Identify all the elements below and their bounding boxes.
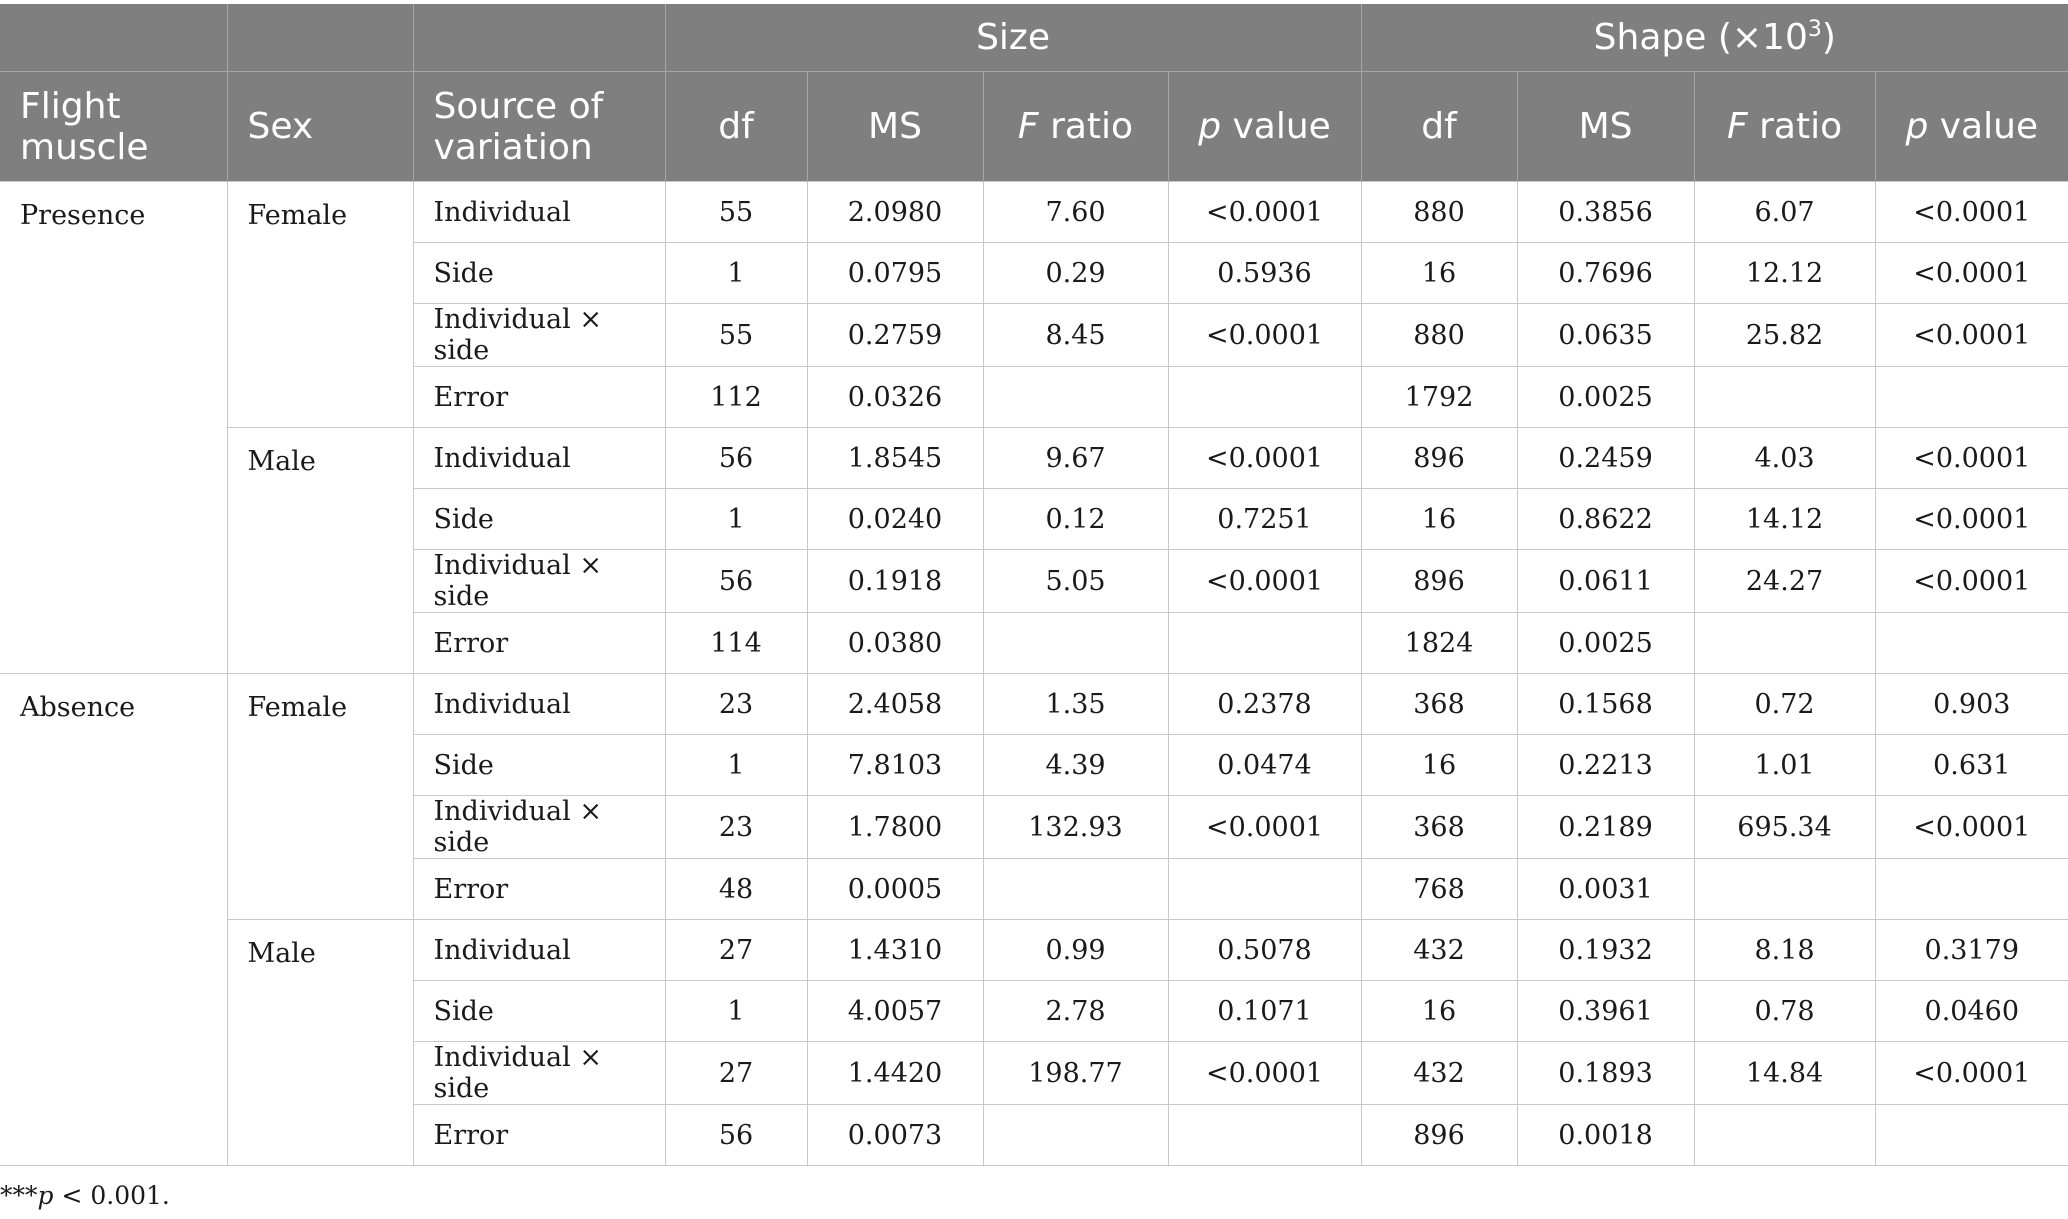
size-ms-cell: 0.0326 [807, 367, 983, 428]
sex-cell: Female [227, 182, 413, 428]
col-header-sex: Sex [227, 72, 413, 182]
size-df-cell: 56 [665, 428, 807, 489]
shape-f-cell [1694, 1105, 1875, 1166]
size-f-cell [983, 613, 1168, 674]
shape-df-cell: 896 [1361, 550, 1517, 613]
source-cell: Individual × side [413, 550, 665, 613]
shape-df-cell: 16 [1361, 489, 1517, 550]
size-ms-cell: 2.0980 [807, 182, 983, 243]
size-df-cell: 114 [665, 613, 807, 674]
header-column-row [0, 72, 2068, 182]
shape-p-cell: 0.903 [1875, 674, 2068, 735]
shape-f-cell [1694, 613, 1875, 674]
footnote-stars: *** [0, 1181, 38, 1210]
size-ms-cell: 1.4420 [807, 1042, 983, 1105]
size-df-cell: 1 [665, 735, 807, 796]
size-df-cell: 1 [665, 981, 807, 1042]
header-group-row [0, 4, 2068, 72]
shape-df-cell: 16 [1361, 981, 1517, 1042]
shape-ms-cell: 0.3856 [1517, 182, 1694, 243]
source-line1: Source of [433, 85, 604, 127]
shape-df-cell: 896 [1361, 1105, 1517, 1166]
shape-df-cell: 880 [1361, 182, 1517, 243]
shape-p-cell: <0.0001 [1875, 182, 2068, 243]
size-ms-cell: 0.0073 [807, 1105, 983, 1166]
size-f-cell: 7.60 [983, 182, 1168, 243]
source-cell: Individual [413, 674, 665, 735]
col-header-shape-ms: MS [1517, 72, 1694, 182]
size-p-cell [1168, 367, 1361, 428]
p-rest: value [1221, 106, 1331, 147]
size-df-cell: 27 [665, 920, 807, 981]
source-cell: Error [413, 367, 665, 428]
size-ms-cell: 4.0057 [807, 981, 983, 1042]
shape-f-cell [1694, 367, 1875, 428]
size-p-cell: 0.5078 [1168, 920, 1361, 981]
shape-f-cell: 25.82 [1694, 304, 1875, 367]
size-f-cell: 5.05 [983, 550, 1168, 613]
size-p-cell: 0.2378 [1168, 674, 1361, 735]
p-italic: p [1905, 106, 1929, 147]
f-rest: ratio [1038, 106, 1134, 147]
table-row [0, 920, 2068, 981]
source-cell: Side [413, 735, 665, 796]
size-p-cell: <0.0001 [1168, 428, 1361, 489]
size-f-cell: 8.45 [983, 304, 1168, 367]
shape-ms-cell: 0.0018 [1517, 1105, 1694, 1166]
shape-p-cell: <0.0001 [1875, 550, 2068, 613]
size-f-cell [983, 1105, 1168, 1166]
size-df-cell: 23 [665, 796, 807, 859]
shape-df-cell: 896 [1361, 428, 1517, 489]
size-f-cell: 198.77 [983, 1042, 1168, 1105]
size-df-cell: 56 [665, 550, 807, 613]
size-p-cell: 0.0474 [1168, 735, 1361, 796]
shape-ms-cell: 0.0611 [1517, 550, 1694, 613]
size-f-cell: 0.12 [983, 489, 1168, 550]
size-ms-cell: 0.0380 [807, 613, 983, 674]
header-blank-cell [413, 4, 665, 72]
shape-f-cell: 12.12 [1694, 243, 1875, 304]
size-p-cell [1168, 1105, 1361, 1166]
col-header-source [413, 72, 665, 182]
sex-cell: Male [227, 920, 413, 1166]
shape-ms-cell: 0.0031 [1517, 859, 1694, 920]
shape-p-cell: 0.0460 [1875, 981, 2068, 1042]
col-header-shape-p [1875, 72, 2068, 182]
header-blank-cell [0, 4, 227, 72]
col-header-shape-f [1694, 72, 1875, 182]
shape-ms-cell: 0.7696 [1517, 243, 1694, 304]
source-cell: Error [413, 613, 665, 674]
size-f-cell: 132.93 [983, 796, 1168, 859]
shape-ms-cell: 0.2459 [1517, 428, 1694, 489]
f-rest: ratio [1747, 106, 1843, 147]
flight-muscle-line2: muscle [20, 126, 149, 168]
p-rest: value [1928, 106, 2039, 147]
size-df-cell: 1 [665, 489, 807, 550]
shape-p-cell [1875, 859, 2068, 920]
size-ms-cell: 1.7800 [807, 796, 983, 859]
anova-table [0, 4, 2068, 1166]
muscle-cell: Absence [0, 674, 227, 1166]
size-df-cell: 27 [665, 1042, 807, 1105]
muscle-cell: Presence [0, 182, 227, 674]
size-p-cell: 0.1071 [1168, 981, 1361, 1042]
shape-p-cell [1875, 367, 2068, 428]
size-ms-cell: 2.4058 [807, 674, 983, 735]
source-cell: Individual × side [413, 796, 665, 859]
size-df-cell: 1 [665, 243, 807, 304]
shape-df-cell: 880 [1361, 304, 1517, 367]
shape-p-cell: 0.3179 [1875, 920, 2068, 981]
size-p-cell: <0.0001 [1168, 182, 1361, 243]
shape-p-cell: <0.0001 [1875, 304, 2068, 367]
shape-f-cell: 0.72 [1694, 674, 1875, 735]
shape-df-cell: 432 [1361, 1042, 1517, 1105]
shape-f-cell [1694, 859, 1875, 920]
size-df-cell: 56 [665, 1105, 807, 1166]
table-row [0, 674, 2068, 735]
table-footnote [0, 1181, 170, 1210]
shape-df-cell: 432 [1361, 920, 1517, 981]
size-f-cell: 1.35 [983, 674, 1168, 735]
size-p-cell [1168, 859, 1361, 920]
col-header-flight-muscle [0, 72, 227, 182]
shape-ms-cell: 0.0635 [1517, 304, 1694, 367]
f-italic: F [1017, 106, 1039, 147]
size-p-cell: 0.5936 [1168, 243, 1361, 304]
shape-group-prefix: Shape (×10 [1593, 17, 1808, 58]
shape-p-cell: <0.0001 [1875, 489, 2068, 550]
size-f-cell: 9.67 [983, 428, 1168, 489]
shape-f-cell: 14.12 [1694, 489, 1875, 550]
shape-p-cell [1875, 1105, 2068, 1166]
size-p-cell: <0.0001 [1168, 304, 1361, 367]
table-row [0, 428, 2068, 489]
col-header-shape-df: df [1361, 72, 1517, 182]
header-blank-cell [227, 4, 413, 72]
shape-df-cell: 368 [1361, 796, 1517, 859]
shape-f-cell: 8.18 [1694, 920, 1875, 981]
shape-f-cell: 0.78 [1694, 981, 1875, 1042]
size-df-cell: 112 [665, 367, 807, 428]
footnote-text: < 0.001. [53, 1181, 170, 1210]
shape-f-cell: 1.01 [1694, 735, 1875, 796]
shape-ms-cell: 0.1893 [1517, 1042, 1694, 1105]
size-ms-cell: 0.0005 [807, 859, 983, 920]
size-ms-cell: 0.0795 [807, 243, 983, 304]
source-cell: Individual × side [413, 304, 665, 367]
shape-ms-cell: 0.0025 [1517, 367, 1694, 428]
shape-ms-cell: 0.1568 [1517, 674, 1694, 735]
size-f-cell [983, 859, 1168, 920]
flight-muscle-line1: Flight [20, 85, 121, 127]
shape-f-cell: 14.84 [1694, 1042, 1875, 1105]
shape-df-cell: 1792 [1361, 367, 1517, 428]
shape-ms-cell: 0.2213 [1517, 735, 1694, 796]
size-df-cell: 55 [665, 182, 807, 243]
shape-p-cell: <0.0001 [1875, 796, 2068, 859]
size-df-cell: 48 [665, 859, 807, 920]
size-ms-cell: 1.8545 [807, 428, 983, 489]
size-f-cell: 2.78 [983, 981, 1168, 1042]
shape-df-cell: 1824 [1361, 613, 1517, 674]
size-ms-cell: 0.0240 [807, 489, 983, 550]
shape-df-cell: 768 [1361, 859, 1517, 920]
col-header-size-p [1168, 72, 1361, 182]
size-p-cell [1168, 613, 1361, 674]
source-cell: Side [413, 489, 665, 550]
size-p-cell: <0.0001 [1168, 550, 1361, 613]
source-cell: Individual [413, 182, 665, 243]
size-p-cell: <0.0001 [1168, 796, 1361, 859]
source-line2: variation [433, 126, 593, 168]
shape-p-cell: <0.0001 [1875, 243, 2068, 304]
shape-f-cell: 695.34 [1694, 796, 1875, 859]
source-cell: Individual [413, 920, 665, 981]
table-row [0, 182, 2068, 243]
shape-f-cell: 4.03 [1694, 428, 1875, 489]
shape-ms-cell: 0.1932 [1517, 920, 1694, 981]
col-header-size-ms: MS [807, 72, 983, 182]
shape-df-cell: 16 [1361, 735, 1517, 796]
source-cell: Error [413, 1105, 665, 1166]
size-f-cell [983, 367, 1168, 428]
source-cell: Individual [413, 428, 665, 489]
col-header-size-f [983, 72, 1168, 182]
shape-ms-cell: 0.8622 [1517, 489, 1694, 550]
sex-cell: Female [227, 674, 413, 920]
shape-group-suffix: ) [1821, 17, 1836, 58]
p-italic: p [1198, 106, 1222, 147]
source-cell: Side [413, 981, 665, 1042]
shape-ms-cell: 0.0025 [1517, 613, 1694, 674]
shape-p-cell: 0.631 [1875, 735, 2068, 796]
shape-group-header [1361, 4, 2068, 72]
size-group-header: Size [665, 4, 1361, 72]
size-df-cell: 23 [665, 674, 807, 735]
size-f-cell: 0.29 [983, 243, 1168, 304]
size-ms-cell: 7.8103 [807, 735, 983, 796]
shape-df-cell: 368 [1361, 674, 1517, 735]
shape-p-cell: <0.0001 [1875, 428, 2068, 489]
size-ms-cell: 0.1918 [807, 550, 983, 613]
f-italic: F [1726, 106, 1748, 147]
size-p-cell: <0.0001 [1168, 1042, 1361, 1105]
size-df-cell: 55 [665, 304, 807, 367]
shape-f-cell: 24.27 [1694, 550, 1875, 613]
shape-ms-cell: 0.2189 [1517, 796, 1694, 859]
shape-f-cell: 6.07 [1694, 182, 1875, 243]
table-body [0, 182, 2068, 1166]
shape-group-exponent: 3 [1807, 17, 1822, 42]
size-ms-cell: 1.4310 [807, 920, 983, 981]
source-cell: Error [413, 859, 665, 920]
size-f-cell: 4.39 [983, 735, 1168, 796]
shape-p-cell: <0.0001 [1875, 1042, 2068, 1105]
shape-df-cell: 16 [1361, 243, 1517, 304]
col-header-size-df: df [665, 72, 807, 182]
shape-p-cell [1875, 613, 2068, 674]
size-p-cell: 0.7251 [1168, 489, 1361, 550]
sex-cell: Male [227, 428, 413, 674]
source-cell: Side [413, 243, 665, 304]
source-cell: Individual × side [413, 1042, 665, 1105]
footnote-p: p [37, 1181, 54, 1210]
shape-ms-cell: 0.3961 [1517, 981, 1694, 1042]
size-ms-cell: 0.2759 [807, 304, 983, 367]
size-f-cell: 0.99 [983, 920, 1168, 981]
